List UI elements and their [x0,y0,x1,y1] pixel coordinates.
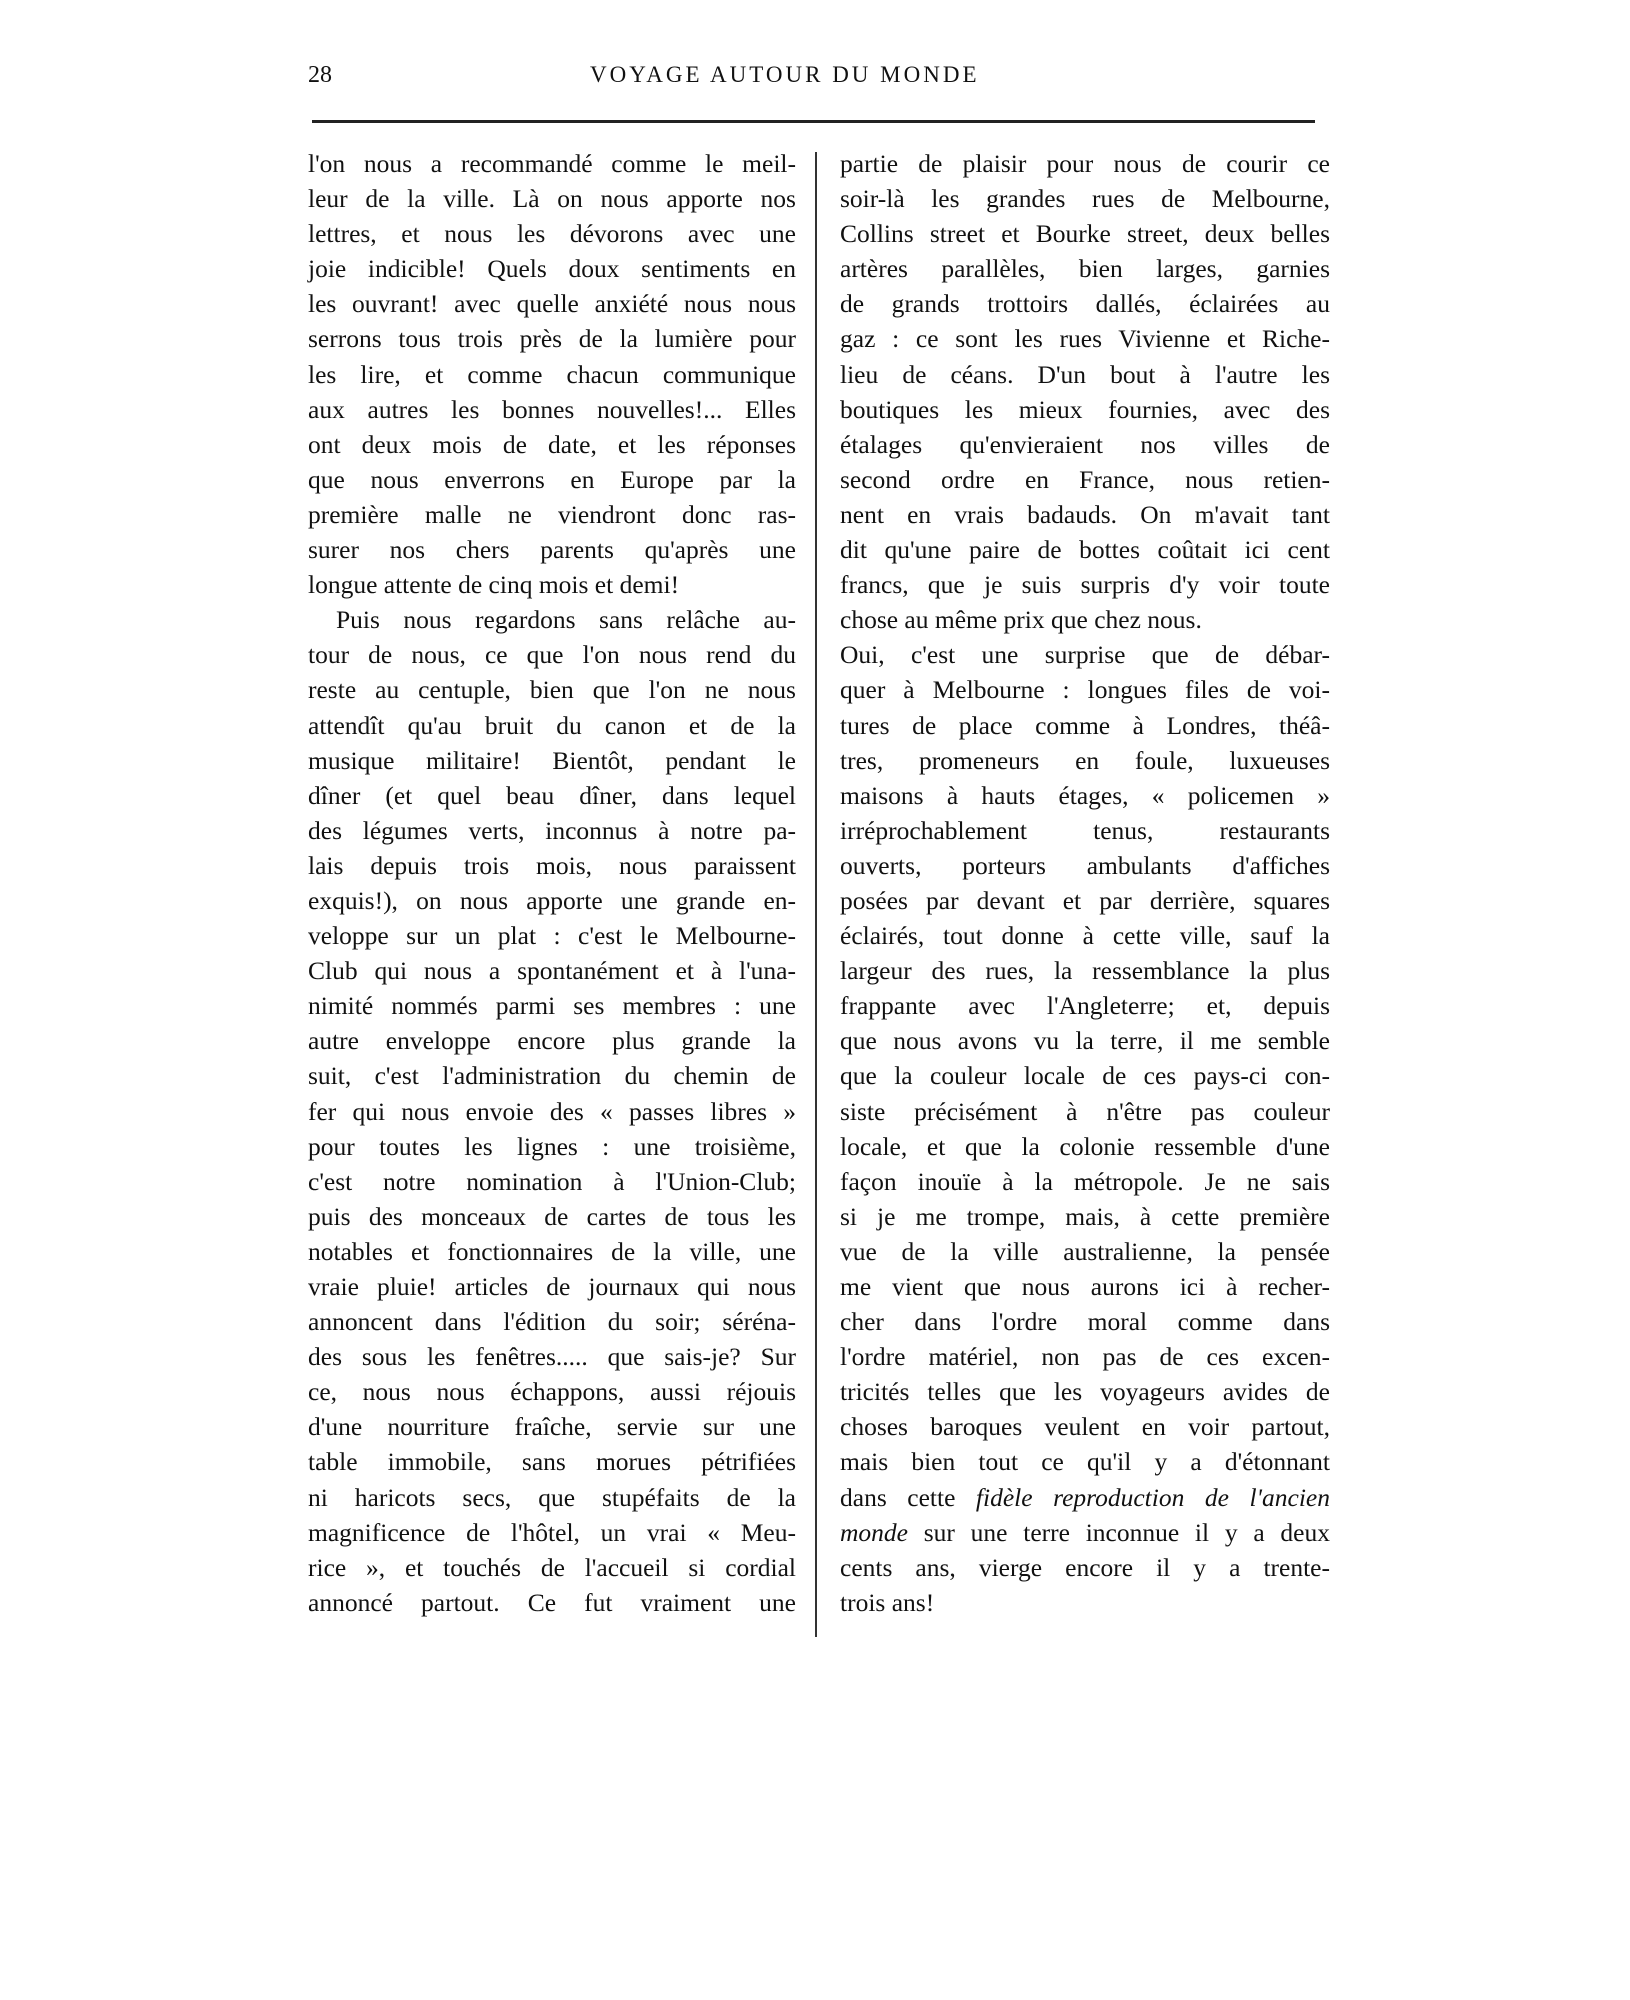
text-line: leur de la ville. Là on nous apporte nos [308,184,796,214]
text-line: largeur des rues, la ressemblance la plus [840,956,1330,986]
text-line: choses baroques veulent en voir partout, [840,1412,1330,1442]
text-line: vraie pluie! articles de journaux qui nous [308,1272,796,1301]
text-line: longue attente de cinq mois et demi! [308,570,680,600]
text-line: cents ans, vierge encore il y a trente- [840,1552,1330,1582]
text-line: me vient que nous aurons ici à recher- [840,1272,1330,1301]
text-line: lettres, et nous les dévorons avec une [308,219,796,249]
text-line: que la couleur locale de ces pays-ci con- [840,1061,1330,1091]
text-line: lais depuis trois mois, nous paraissent [308,850,796,880]
text-line: étalages qu'envieraient nos villes de [840,429,1330,459]
text-line: annoncent dans l'édition du soir; séréna- [308,1307,796,1337]
text-line: chose au même prix que chez nous. [840,605,1202,635]
text-line: tres, promeneurs en foule, luxueuses [840,745,1330,775]
text-line: lieu de céans. D'un bout à l'autre les [840,359,1330,389]
text-line: frappante avec l'Angleterre; et, depuis [840,991,1330,1021]
text-line: posées par devant et par derrière, squares [840,885,1330,915]
text-line: mais bien tout ce qu'il y a d'étonnant [840,1447,1330,1477]
text-line: siste précisément à n'être pas couleur [840,1096,1330,1126]
text-line: partie de plaisir pour nous de courir ce [840,149,1330,178]
text-line: tour de nous, ce que l'on nous rend du [308,640,796,670]
text-line: vue de la ville australienne, la pensée [840,1236,1330,1266]
text-line: suit, c'est l'administration du chemin de [308,1061,796,1091]
text-line: éclairés, tout donne à cette ville, sauf la [840,921,1330,951]
text-line: francs, que je suis surpris d'y voir toute [840,570,1330,600]
text-line: magnificence de l'hôtel, un vrai « Meu- [308,1517,796,1547]
text-line: aux autres les bonnes nouvelles!... Elles [308,394,796,424]
text-line: Club qui nous a spontanément et à l'una- [308,956,796,986]
text-line: c'est notre nomination à l'Union-Club; [308,1166,796,1196]
text-line: irréprochablement tenus, restaurants [840,815,1330,845]
text-line: gaz : ce sont les rues Vivienne et Riche- [840,324,1330,354]
text-line: locale, et que la colonie ressemble d'une [840,1131,1330,1161]
text-line: l'on nous a recommandé comme le meil- [308,149,796,178]
text-line: puis des monceaux de cartes de tous les [308,1201,796,1231]
text-line: ouverts, porteurs ambulants d'affiches [840,850,1330,880]
text-line: tricités telles que les voyageurs avides de [840,1377,1330,1407]
right-column [840,146,1330,1620]
text-line: dans cette fidèle reproduction de l'ancien [840,1482,1330,1512]
text-line: serrons tous trois près de la lumière pour [308,324,796,354]
text-line: notables et fonctionnaires de la ville, une [308,1236,796,1266]
header-rule [312,120,1315,123]
text-line: que nous avons vu la terre, il me semble [840,1026,1330,1056]
text-line: dîner (et quel beau dîner, dans lequel [308,780,796,810]
text-line: maisons à hauts étages, « policemen » [840,780,1330,810]
text-line: exquis!), on nous apporte une grande en- [308,885,796,915]
text-line: artères parallèles, bien larges, garnies [840,254,1330,284]
text-line: soir-là les grandes rues de Melbourne, [840,184,1330,214]
left-column [308,146,796,1620]
text-line: monde sur une terre inconnue il y a deux [840,1517,1330,1547]
running-title: VOYAGE AUTOUR DU MONDE [590,62,980,87]
text-line: reste au centuple, bien que l'on ne nous [308,675,796,705]
column-divider [815,152,817,1637]
text-line: des sous les fenêtres..... que sais-je? Sur [308,1342,796,1372]
page-number: 28 [308,62,332,88]
text-line: que nous enverrons en Europe par la [308,464,796,494]
text-line: dit qu'une paire de bottes coûtait ici cent [840,535,1330,565]
text-line: les ouvrant! avec quelle anxiété nous nous [308,289,796,319]
text-line: table immobile, sans morues pétrifiées [308,1447,796,1477]
text-line: ni haricots secs, que stupéfaits de la [308,1482,796,1512]
text-line: première malle ne viendront donc ras- [308,499,796,529]
text-line: autre enveloppe encore plus grande la [308,1026,796,1056]
text-line: annoncé partout. Ce fut vraiment une [308,1587,796,1617]
text-line: rice », et touchés de l'accueil si cordial [308,1552,796,1582]
text-line: Puis nous regardons sans relâche au- [336,605,796,635]
text-line: boutiques les mieux fournies, avec des [840,394,1330,424]
text-line: des légumes verts, inconnus à notre pa- [308,815,796,845]
text-line: joie indicible! Quels doux sentiments en [308,254,796,284]
text-line: quer à Melbourne : longues files de voi- [840,675,1330,705]
text-line: façon inouïe à la métropole. Je ne sais [840,1166,1330,1196]
text-line: ce, nous nous échappons, aussi réjouis [308,1377,796,1407]
text-line: nent en vrais badauds. On m'avait tant [840,499,1330,529]
text-line: attendît qu'au bruit du canon et de la [308,710,796,740]
text-line: Oui, c'est une surprise que de débar- [840,640,1330,670]
text-line: d'une nourriture fraîche, servie sur une [308,1412,796,1442]
text-line: l'ordre matériel, non pas de ces excen- [840,1342,1330,1372]
text-line: fer qui nous envoie des « passes libres » [308,1096,796,1126]
text-line: Collins street et Bourke street, deux belles [840,219,1330,249]
text-line: musique militaire! Bientôt, pendant le [308,745,796,775]
text-line: surer nos chers parents qu'après une [308,535,796,565]
text-line: ont deux mois de date, et les réponses [308,429,796,459]
text-line: second ordre en France, nous retien- [840,464,1330,494]
text-line: les lire, et comme chacun communique [308,359,796,389]
text-line: de grands trottoirs dallés, éclairées au [840,289,1330,319]
text-line: tures de place comme à Londres, théâ- [840,710,1330,740]
text-line: si je me trompe, mais, à cette première [840,1201,1330,1231]
text-line: pour toutes les lignes : une troisième, [308,1131,796,1161]
text-line: nimité nommés parmi ses membres : une [308,991,796,1021]
text-line: veloppe sur un plat : c'est le Melbourne- [308,921,796,951]
text-line: cher dans l'ordre moral comme dans [840,1307,1330,1337]
text-line: trois ans! [840,1587,935,1617]
